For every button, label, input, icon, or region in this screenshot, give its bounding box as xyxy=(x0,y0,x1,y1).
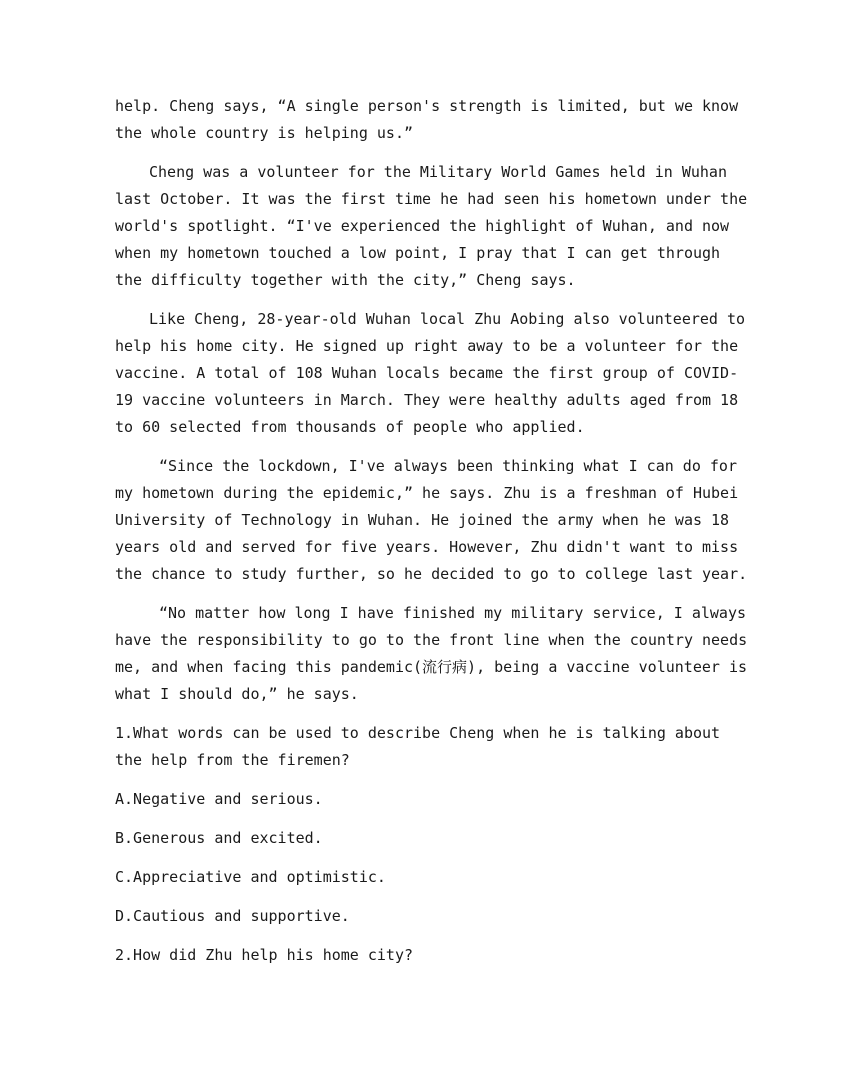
passage-paragraph-2: Cheng was a volunteer for the Military World Games held in Wuhan last October. It was the first time he had seen his hometown under the world's spotlight. “I've experienced the highlight of Wuhan, and now when my hometown touched a low point, I pray that I can get through the difficulty together with the city,” Cheng says. xyxy=(115,163,748,289)
passage-paragraph-1: help. Cheng says, “A single person's strength is limited, but we know the whole country is helping us.” xyxy=(115,97,739,142)
question-1-option-a: A.Negative and serious. xyxy=(115,790,323,808)
document-body xyxy=(115,93,750,981)
question-2: 2.How did Zhu help his home city? xyxy=(115,946,414,964)
passage-paragraph-4: “Since the lockdown, I've always been thinking what I can do for my hometown during the epidemic,” he says. Zhu is a freshman of Hubei University of Technology in Wuhan. He joined the army when he was 18 years old and served for five years. However, Zhu didn't want to miss the chance to study further, so he decided to go to college last year. xyxy=(115,457,748,583)
question-1-option-b: B.Generous and excited. xyxy=(115,829,323,847)
passage-paragraph-5: “No matter how long I have finished my military service, I always have the responsibility to go to the front line when the country needs me, and when facing this pandemic(流行病), being a vaccine volunteer is what I should do,” he says. xyxy=(115,604,748,703)
question-1-option-d: D.Cautious and supportive. xyxy=(115,907,350,925)
passage-paragraph-3: Like Cheng, 28-year-old Wuhan local Zhu Aobing also volunteered to help his home city. He signed up right away to be a volunteer for the vaccine. A total of 108 Wuhan locals became the first group of COVID-19 vaccine volunteers in March. They were healthy adults aged from 18 to 60 selected from thousands of people who applied. xyxy=(115,310,746,436)
question-1-option-c: C.Appreciative and optimistic. xyxy=(115,868,386,886)
question-1: 1.What words can be used to describe Cheng when he is talking about the help from the firemen? xyxy=(115,724,721,769)
